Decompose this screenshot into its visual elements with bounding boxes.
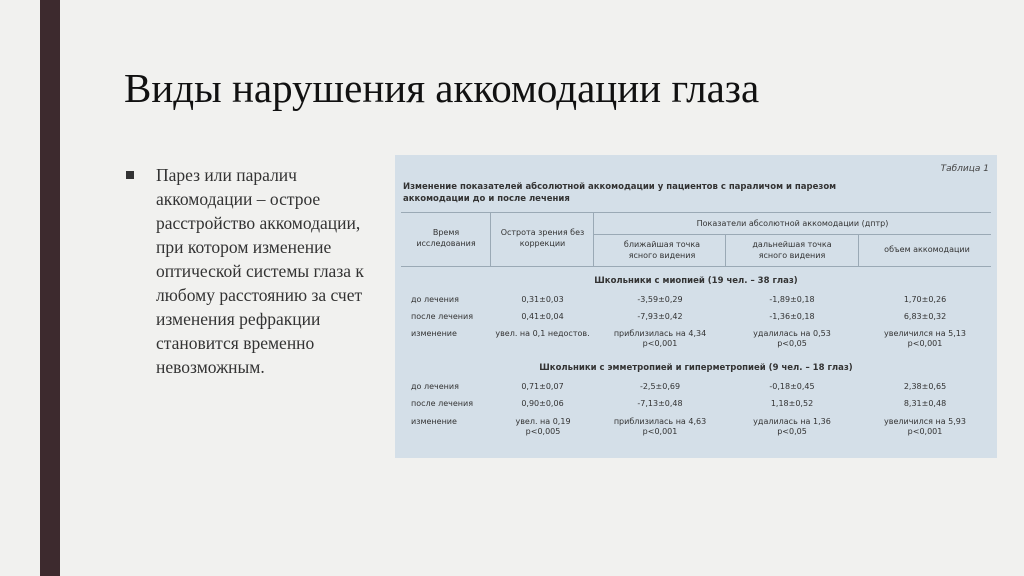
cell-near: -2,5±0,69 <box>639 382 681 391</box>
bullet-text: Парез или паралич аккомодации – острое расстройство аккомодации, при котором изменение оптической системы глаза к любому расстоянию за счет изменения рефракции становится временно невозможным. <box>156 165 364 377</box>
cell-volume: увеличился на 5,13 р<0,001 <box>884 329 966 348</box>
header-divider-4 <box>858 234 859 266</box>
cell-volume: 2,38±0,65 <box>903 382 947 391</box>
cell-far: удалилась на 1,36 р<0,05 <box>753 417 831 436</box>
side-accent-bar <box>40 0 60 576</box>
header-group: Показатели абсолютной аккомодации (дптр) <box>696 219 889 228</box>
cell-volume: 1,70±0,26 <box>903 295 947 304</box>
row-label: изменение <box>411 329 457 338</box>
header-near: ближайшая точка ясного видения <box>623 240 701 260</box>
header-far: дальнейшая точка ясного видения <box>752 240 832 260</box>
header-acuity: Острота зрения без коррекции <box>500 228 585 248</box>
row-label: до лечения <box>411 295 459 304</box>
cell-far: -1,89±0,18 <box>769 295 815 304</box>
cell-far: удалилась на 0,53 р<0,05 <box>753 329 831 348</box>
cell-volume: увеличился на 5,93 р<0,001 <box>884 417 966 436</box>
table-caption: Изменение показателей абсолютной аккомодации у пациентов с параличом и парезом аккомодации до и после лечения <box>403 182 837 204</box>
row-label: после лечения <box>411 399 474 408</box>
cell-acuity: 0,90±0,06 <box>521 399 564 408</box>
slide-title: Виды нарушения аккомодации глаза <box>124 65 760 111</box>
cell-near: -7,93±0,42 <box>637 312 683 321</box>
bullet-item <box>126 163 366 379</box>
row-label: до лечения <box>411 382 459 391</box>
cell-acuity: 0,41±0,04 <box>521 312 564 321</box>
cell-volume: 6,83±0,32 <box>903 312 947 321</box>
cell-far: -1,36±0,18 <box>769 312 815 321</box>
header-divider-2 <box>593 212 594 266</box>
cell-near: приблизилась на 4,34 р<0,001 <box>613 329 707 348</box>
cell-acuity: 0,31±0,03 <box>521 295 564 304</box>
table-number-label: Таблица 1 <box>940 164 989 174</box>
header-time: Время исследования <box>416 228 476 248</box>
header-bottom-line <box>401 266 991 267</box>
header-sub-line <box>593 234 991 235</box>
table-image <box>395 155 997 458</box>
row-label: изменение <box>411 417 457 426</box>
cell-acuity: увел. на 0,19 р<0,005 <box>515 417 571 436</box>
cell-acuity: 0,71±0,07 <box>521 382 564 391</box>
cell-near: приблизилась на 4,63 р<0,001 <box>613 417 707 436</box>
section-title: Школьники с миопией (19 чел. – 38 глаз) <box>594 276 798 286</box>
cell-volume: 8,31±0,48 <box>903 399 947 408</box>
cell-acuity: увел. на 0,1 недостов. <box>495 329 590 338</box>
cell-near: -3,59±0,29 <box>637 295 683 304</box>
header-divider-3 <box>725 234 726 266</box>
cell-far: 1,18±0,52 <box>770 399 814 408</box>
cell-far: -0,18±0,45 <box>769 382 815 391</box>
header-divider-1 <box>490 212 491 266</box>
section-title: Школьники с эмметропией и гиперметропией (9 чел. – 18 глаз) <box>539 363 853 373</box>
cell-near: -7,13±0,48 <box>637 399 683 408</box>
row-label: после лечения <box>411 312 474 321</box>
square-bullet-icon <box>126 171 134 179</box>
header-volume: объем аккомодации <box>884 245 970 254</box>
